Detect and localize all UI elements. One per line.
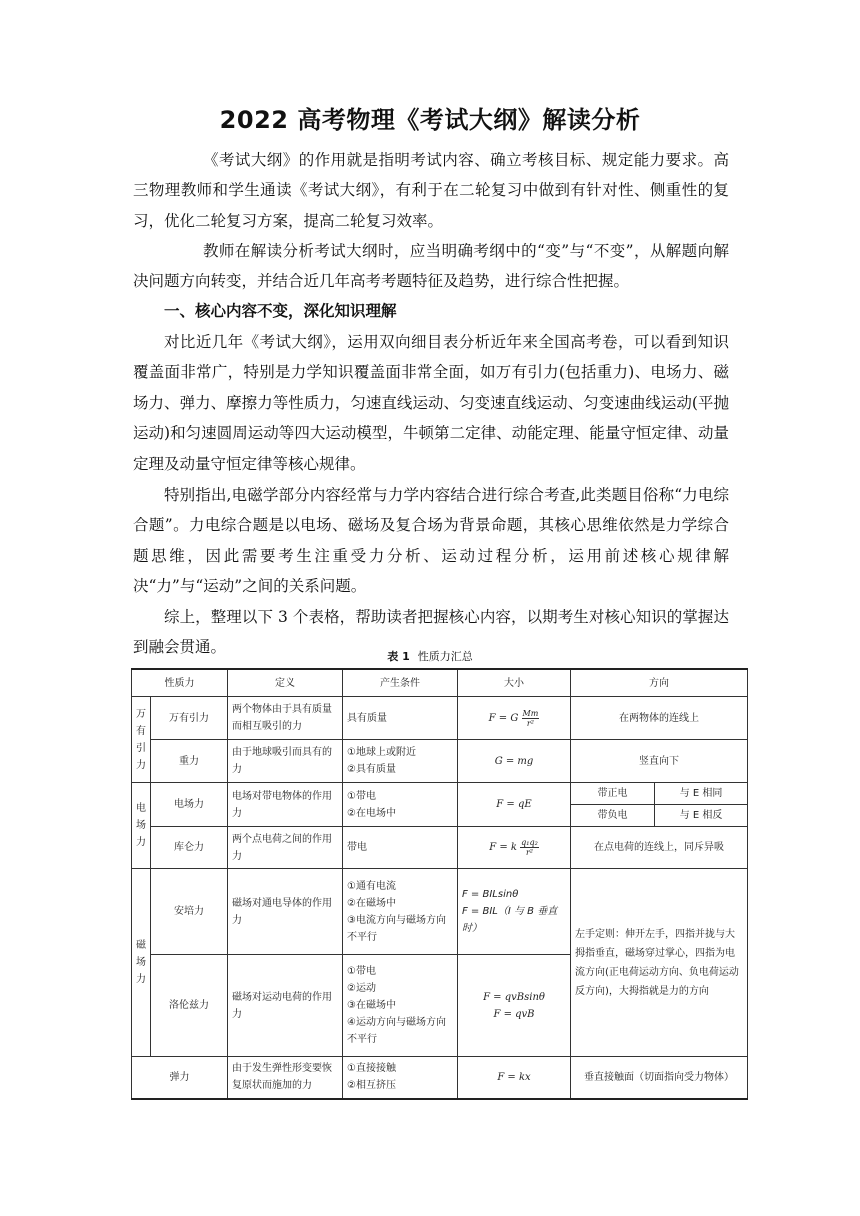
condition-item: ④运动方向与磁场方向不平行 bbox=[347, 1017, 446, 1045]
condition-item: ③电流方向与磁场方向不平行 bbox=[347, 914, 446, 943]
force-condition bbox=[343, 869, 458, 955]
force-definition: 磁场对通电导体的作用力 bbox=[228, 869, 343, 955]
header-magnitude: 大小 bbox=[458, 669, 571, 697]
force-direction: 竖直向下 bbox=[571, 740, 748, 783]
formula-line: F = BILsinθ bbox=[462, 889, 519, 900]
force-condition bbox=[343, 783, 458, 827]
table-caption bbox=[0, 648, 860, 664]
force-magnitude bbox=[458, 869, 571, 955]
charge-sign: 带正电 bbox=[571, 783, 655, 805]
charge-sign: 带负电 bbox=[571, 805, 655, 827]
condition-item: ②相互挤压 bbox=[347, 1080, 396, 1092]
force-definition: 两个点电荷之间的作用力 bbox=[228, 827, 343, 869]
formula-denominator: r² bbox=[525, 848, 533, 857]
force-definition: 由于发生弹性形变要恢复原状而施加的力 bbox=[228, 1057, 343, 1099]
condition-item: ②运动 bbox=[347, 983, 376, 994]
table-header-row bbox=[132, 669, 748, 697]
table-row bbox=[132, 827, 748, 869]
condition-item: ①地球上或附近 bbox=[347, 747, 416, 758]
force-magnitude: G = mg bbox=[458, 740, 571, 783]
group-magnetic: 磁场力 bbox=[132, 869, 151, 1057]
table-label: 表 1 bbox=[387, 650, 410, 663]
condition-item: ①直接接触 bbox=[347, 1063, 396, 1075]
force-definition: 由于地球吸引而具有的力 bbox=[228, 740, 343, 783]
page-title: 2022 高考物理《考试大纲》解读分析 bbox=[219, 106, 641, 134]
condition-item: ①通有电流 bbox=[347, 880, 396, 892]
force-magnitude bbox=[458, 955, 571, 1057]
formula-fraction bbox=[520, 838, 539, 857]
table-row bbox=[132, 740, 748, 783]
paragraph-analysis: 教师在解读分析考试大纲时，应当明确考纲中的“变”与“不变”，从解题向解决问题方向转变，并结合近几年高考考题特征及趋势，进行综合性把握。 bbox=[133, 242, 729, 291]
header-definition: 定义 bbox=[228, 669, 343, 697]
paragraph-summary: 综上，整理以下 3 个表格，帮助读者把握核心内容，以期考生对核心知识的掌握达到融会贯通。 bbox=[133, 608, 729, 657]
force-definition: 电场对带电物体的作用力 bbox=[228, 783, 343, 827]
force-name: 电场力 bbox=[151, 783, 228, 827]
condition-item: ②具有质量 bbox=[347, 764, 396, 775]
force-magnitude bbox=[458, 697, 571, 740]
force-condition: 带电 bbox=[343, 827, 458, 869]
force-condition bbox=[343, 740, 458, 783]
paragraph-intro: 《考试大纲》的作用就是指明考试内容、确立考核目标、规定能力要求。高三物理教师和学生通读《考试大纲》，有利于在二轮复习中做到有针对性、侧重性的复习，优化二轮复习方案，提高二轮复习效率。 bbox=[133, 151, 729, 230]
formula-prefix: F = G bbox=[488, 712, 519, 724]
table-row bbox=[132, 1057, 748, 1099]
condition-item: ②在电场中 bbox=[347, 807, 396, 819]
table-row bbox=[132, 869, 748, 955]
force-name: 安培力 bbox=[151, 869, 228, 955]
force-name: 库仑力 bbox=[151, 827, 228, 869]
force-direction: 左手定则：伸开左手，四指并拢与大拇指垂直，磁场穿过掌心，四指为电流方向(正电荷运动方向、负电荷运动反方向)，大拇指就是力的方向 bbox=[571, 869, 748, 1057]
condition-item: ③在磁场中 bbox=[347, 1000, 396, 1011]
formula-line: F = qvB bbox=[493, 1008, 535, 1020]
force-definition: 磁场对运动电荷的作用力 bbox=[228, 955, 343, 1057]
header-force: 性质力 bbox=[132, 669, 228, 697]
group-electric: 电场力 bbox=[132, 783, 151, 869]
force-direction: 与 E 相反 bbox=[655, 805, 748, 827]
force-magnitude: F = kx bbox=[458, 1057, 571, 1099]
section-heading-1: 一、核心内容不变，深化知识理解 bbox=[164, 302, 397, 320]
force-summary-table bbox=[131, 668, 748, 1100]
force-name: 万有引力 bbox=[151, 697, 228, 740]
force-definition: 两个物体由于具有质量而相互吸引的力 bbox=[228, 697, 343, 740]
force-condition: 具有质量 bbox=[343, 697, 458, 740]
formula-line: F = BIL（I 与 B 垂直时） bbox=[462, 906, 558, 934]
force-direction: 与 E 相同 bbox=[655, 783, 748, 805]
table-caption-text: 性质力汇总 bbox=[417, 650, 473, 663]
formula-numerator: q₁q₂ bbox=[521, 838, 538, 847]
table-row bbox=[132, 697, 748, 740]
formula-numerator: Mm bbox=[522, 708, 539, 718]
paragraph-core-content: 对比近几年《考试大纲》，运用双向细目表分析近年来全国高考卷，可以看到知识覆盖面非常广，特别是力学知识覆盖面非常全面，如万有引力(包括重力)、电场力、磁场力、弹力、摩擦力等性质力，匀速直线运动、匀变速直线运动、匀变速曲线运动(平抛运动)和匀速圆周运动等四大运动模型，牛顿第二定律、动能定理、能量守恒定律、动量定理及动量守恒定律等核心规律。 bbox=[133, 333, 729, 473]
header-direction: 方向 bbox=[571, 669, 748, 697]
condition-item: ②在磁场中 bbox=[347, 897, 396, 909]
force-name: 洛伦兹力 bbox=[151, 955, 228, 1057]
force-direction: 在点电荷的连线上，同斥异吸 bbox=[571, 827, 748, 869]
force-magnitude bbox=[458, 827, 571, 869]
force-magnitude: F = qE bbox=[458, 783, 571, 827]
table-row bbox=[132, 783, 748, 805]
header-condition: 产生条件 bbox=[343, 669, 458, 697]
formula-line: F = qvBsinθ bbox=[483, 991, 545, 1003]
force-condition bbox=[343, 955, 458, 1057]
force-condition bbox=[343, 1057, 458, 1099]
formula-fraction bbox=[522, 709, 540, 728]
group-gravitation: 万有引力 bbox=[132, 697, 151, 783]
paragraph-electromagnetism: 特别指出,电磁学部分内容经常与力学内容结合进行综合考查,此类题目俗称“力电综合题”。力电综合题是以电场、磁场及复合场为背景命题，其核心思维依然是力学综合题思维，因此需要考生注重受力分析、运动过程分析，运用前述核心规律解决“力”与“运动”之间的关系问题。 bbox=[133, 486, 729, 596]
formula-prefix: F = k bbox=[489, 842, 517, 853]
force-name: 弹力 bbox=[132, 1057, 228, 1099]
force-direction: 在两物体的连线上 bbox=[571, 697, 748, 740]
force-direction: 垂直接触面（切面指向受力物体） bbox=[571, 1057, 748, 1099]
condition-item: ①带电 bbox=[347, 966, 376, 977]
force-name: 重力 bbox=[151, 740, 228, 783]
formula-denominator: r² bbox=[526, 718, 534, 728]
condition-item: ①带电 bbox=[347, 790, 376, 802]
